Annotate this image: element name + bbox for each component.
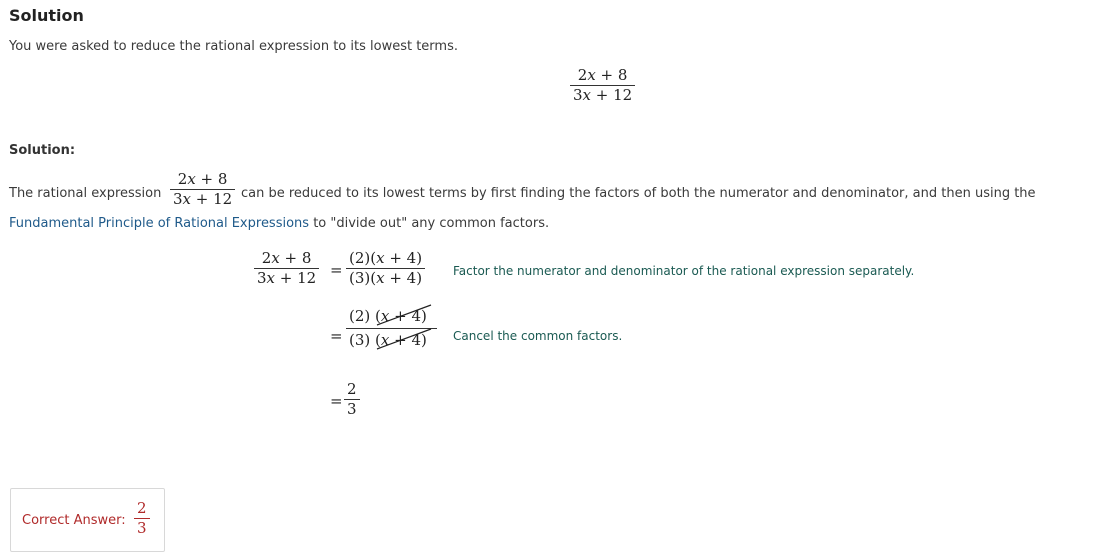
problem-denominator: 3x + 12 [573,86,633,104]
step-2-equals: = [330,327,343,345]
correct-answer-value [134,499,150,538]
cancelled-factor [375,331,427,350]
step-1-rhs-numerator: (2)(x + 4) [349,249,423,267]
step-1-rhs [346,249,425,288]
inline-numerator: 2x + 8 [177,170,228,188]
step-1-note: Factor the numerator and denominator of the rational expression separately. [453,264,915,278]
fundamental-principle-link[interactable]: Fundamental Principle of Rational Expressions [9,216,310,231]
inline-denominator: 3x + 12 [173,190,233,208]
step-2-numerator [346,307,437,328]
step-3-numerator: 2 [347,380,357,398]
step-2-num-cancelled: (x + 4) [375,307,427,325]
step-2-expression [346,307,437,350]
solution-label: Solution: [9,143,76,158]
step-3-equals: = [330,392,343,410]
answer-denominator: 3 [137,519,147,537]
step-3-expression [344,380,360,419]
correct-answer-box [10,488,165,552]
cancelled-factor [375,307,427,326]
answer-numerator: 2 [137,499,147,517]
step-2-note: Cancel the common factors. [453,329,623,343]
step-2-den-cancelled: (x + 4) [375,331,427,349]
problem-numerator: 2x + 8 [577,66,628,84]
step-2-num-prefix: (2) [349,307,371,325]
step-1-equals: = [330,261,343,279]
page-title: Solution [9,6,84,25]
strike-icon [373,327,435,351]
step-2-den-prefix: (3) [349,331,371,349]
solution-text-after: can be reduced to its lowest terms by first finding the factors of both the numerator and denominator, and then using the [241,186,1036,201]
solution-text-end: to "divide out" any common factors. [313,216,550,231]
step-1-lhs-numerator: 2x + 8 [261,249,312,267]
step-1-lhs-denominator: 3x + 12 [257,269,317,287]
problem-prompt: You were asked to reduce the rational expression to its lowest terms. [9,39,458,54]
solution-line-2 [9,216,549,231]
inline-expression [170,170,235,209]
problem-expression [570,66,635,105]
step-2-denominator [346,329,437,350]
strike-icon [373,303,435,327]
correct-answer-label: Correct Answer: [22,513,126,528]
step-3-denominator: 3 [347,400,357,418]
step-1-rhs-denominator: (3)(x + 4) [349,269,423,287]
step-1-lhs [254,249,319,288]
solution-text-before: The rational expression [9,186,162,201]
